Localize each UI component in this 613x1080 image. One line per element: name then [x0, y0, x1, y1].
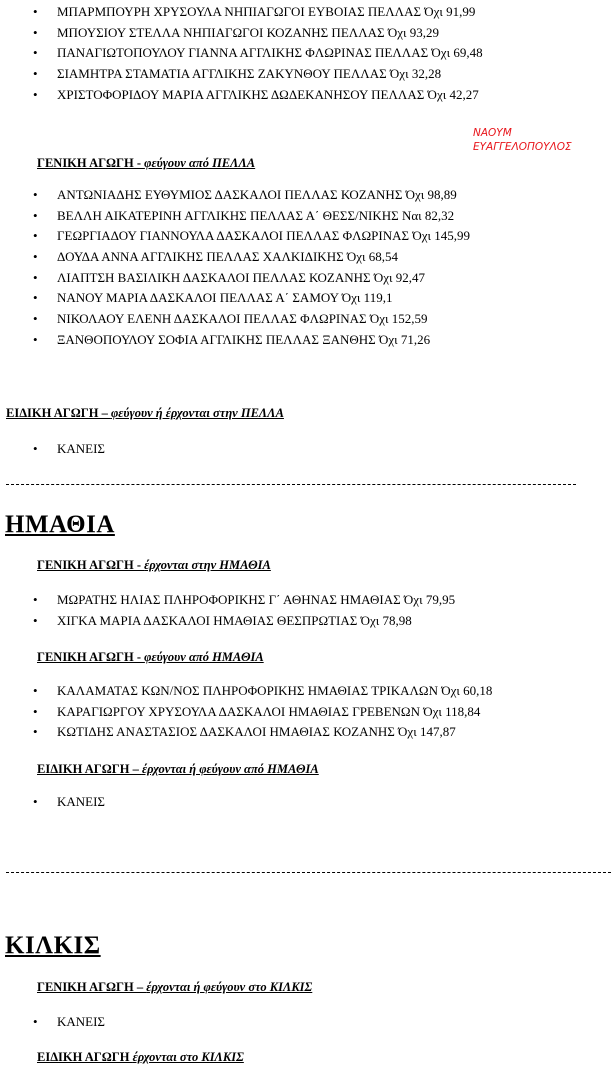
section-heading-imathia-leaving — [37, 650, 264, 665]
author-note-line2: ΕΥΑΓΓΕΛΟΠΟΥΛΟΣ — [473, 141, 572, 153]
heading-main: ΓΕΝΙΚΗ ΑΓΩΓΗ - — [37, 650, 145, 664]
list-item: • ΜΠΟΥΣΙΟΥ ΣΤΕΛΛΑ ΝΗΠΙΑΓΩΓΟΙ ΚΟΖΑΝΗΣ ΠΕΛΛΑΣ Όχι 93,29 — [0, 23, 483, 44]
heading-rest: έρχονται στην ΗΜΑΘΙΑ — [144, 558, 271, 572]
list-item: • ΜΠΑΡΜΠΟΥΡΗ ΧΡΥΣΟΥΛΑ ΝΗΠΙΑΓΩΓΟΙ ΕΥΒΟΙΑΣ ΠΕΛΛΑΣ Όχι 91,99 — [0, 2, 483, 23]
kilkis-general-list — [0, 1012, 105, 1033]
list-item: • ΧΙΓΚΑ ΜΑΡΙΑ ΔΑΣΚΑΛΟΙ ΗΜΑΘΙΑΣ ΘΕΣΠΡΩΤΙΑΣ Όχι 78,98 — [0, 611, 455, 632]
list-item: • ΔΟΥΔΑ ΑΝΝΑ ΑΓΓΛΙΚΗΣ ΠΕΛΛΑΣ ΧΑΛΚΙΔΙΚΗΣ Όχι 68,54 — [0, 247, 470, 268]
heading-rest: φεύγουν από ΗΜΑΘΙΑ — [144, 650, 264, 664]
list-item: • ΧΡΙΣΤΟΦΟΡΙΔΟΥ ΜΑΡΙΑ ΑΓΓΛΙΚΗΣ ΔΩΔΕΚΑΝΗΣΟΥ ΠΕΛΛΑΣ Όχι 42,27 — [0, 85, 483, 106]
list-item: • ΝΙΚΟΛΑΟΥ ΕΛΕΝΗ ΔΑΣΚΑΛΟΙ ΠΕΛΛΑΣ ΦΛΩΡΙΝΑΣ Όχι 152,59 — [0, 309, 470, 330]
section-heading-kilkis-general — [37, 980, 312, 995]
author-note — [473, 126, 572, 154]
list-item: • ΜΩΡΑΤΗΣ ΗΛΙΑΣ ΠΛΗΡΟΦΟΡΙΚΗΣ Γ΄ ΑΘΗΝΑΣ ΗΜΑΘΙΑΣ Όχι 79,95 — [0, 590, 455, 611]
list-item: • ΛΙΑΠΤΣΗ ΒΑΣΙΛΙΚΗ ΔΑΣΚΑΛΟΙ ΠΕΛΛΑΣ ΚΟΖΑΝΗΣ Όχι 92,47 — [0, 268, 470, 289]
list-item: • ΓΕΩΡΓΙΑΔΟΥ ΓΙΑΝΝΟΥΛΑ ΔΑΣΚΑΛΟΙ ΠΕΛΛΑΣ ΦΛΩΡΙΝΑΣ Όχι 145,99 — [0, 226, 470, 247]
heading-main: ΕΙΔΙΚΗ ΑΓΩΓΗ – — [37, 762, 142, 776]
list-item: • ΑΝΤΩΝΙΑΔΗΣ ΕΥΘΥΜΙΟΣ ΔΑΣΚΑΛΟΙ ΠΕΛΛΑΣ ΚΟΖΑΝΗΣ Όχι 98,89 — [0, 185, 470, 206]
imathia-coming-list — [0, 590, 455, 631]
list-item: • ΚΩΤΙΔΗΣ ΑΝΑΣΤΑΣΙΟΣ ΔΑΣΚΑΛΟΙ ΗΜΑΘΙΑΣ ΚΟΖΑΝΗΣ Όχι 147,87 — [0, 722, 492, 743]
list-item: • ΣΙΑΜΗΤΡΑ ΣΤΑΜΑΤΙΑ ΑΓΓΛΙΚΗΣ ΖΑΚΥΝΘΟΥ ΠΕΛΛΑΣ Όχι 32,28 — [0, 64, 483, 85]
pella-incoming-list — [0, 2, 483, 105]
heading-rest: έρχονται ή φεύγουν από ΗΜΑΘΙΑ — [141, 762, 319, 776]
heading-rest: έρχονται ή φεύγουν στο ΚΙΛΚΙΣ — [146, 980, 313, 994]
section-divider — [6, 872, 611, 873]
list-item: • ΠΑΝΑΓΙΩΤΟΠΟΥΛΟΥ ΓΙΑΝΝΑ ΑΓΓΛΙΚΗΣ ΦΛΩΡΙΝΑΣ ΠΕΛΛΑΣ Όχι 69,48 — [0, 43, 483, 64]
region-title-imathia: ΗΜΑΘΙΑ — [5, 511, 115, 538]
heading-main: ΓΕΝΙΚΗ ΑΓΩΓΗ - — [37, 558, 145, 572]
author-note-line1: ΝΑΟΥΜ — [473, 127, 512, 139]
section-divider — [6, 484, 576, 485]
list-item: • ΚΑΛΑΜΑΤΑΣ ΚΩΝ/ΝΟΣ ΠΛΗΡΟΦΟΡΙΚΗΣ ΗΜΑΘΙΑΣ ΤΡΙΚΑΛΩΝ Όχι 60,18 — [0, 681, 492, 702]
list-item: • ΚΑΝΕΙΣ — [0, 1012, 105, 1033]
section-heading-pella-special — [6, 406, 284, 421]
pella-special-list — [0, 439, 105, 460]
heading-main: ΕΙΔΙΚΗ ΑΓΩΓΗ — [37, 1050, 133, 1064]
section-heading-pella-leaving — [37, 156, 255, 171]
heading-main: ΓΕΝΙΚΗ ΑΓΩΓΗ - — [37, 156, 145, 170]
list-item: • ΞΑΝΘΟΠΟΥΛΟΥ ΣΟΦΙΑ ΑΓΓΛΙΚΗΣ ΠΕΛΛΑΣ ΞΑΝΘΗΣ Όχι 71,26 — [0, 330, 470, 351]
heading-main: ΓΕΝΙΚΗ ΑΓΩΓΗ – — [37, 980, 147, 994]
heading-main: ΕΙΔΙΚΗ ΑΓΩΓΗ – — [6, 406, 111, 420]
list-item: • ΝΑΝΟΥ ΜΑΡΙΑ ΔΑΣΚΑΛΟΙ ΠΕΛΛΑΣ Α΄ ΣΑΜΟΥ Όχι 119,1 — [0, 288, 470, 309]
pella-leaving-list — [0, 185, 470, 351]
region-title-kilkis: ΚΙΛΚΙΣ — [5, 932, 101, 959]
list-item: • ΚΑΡΑΓΙΩΡΓΟΥ ΧΡΥΣΟΥΛΑ ΔΑΣΚΑΛΟΙ ΗΜΑΘΙΑΣ ΓΡΕΒΕΝΩΝ Όχι 118,84 — [0, 702, 492, 723]
section-heading-kilkis-special — [37, 1050, 244, 1065]
section-heading-imathia-special — [37, 762, 319, 777]
list-item: • ΚΑΝΕΙΣ — [0, 792, 105, 813]
heading-rest: φεύγουν ή έρχονται στην ΠΕΛΛΑ — [110, 406, 284, 420]
list-item: • ΒΕΛΛΗ ΑΙΚΑΤΕΡΙΝΗ ΑΓΓΛΙΚΗΣ ΠΕΛΛΑΣ Α΄ ΘΕΣΣ/ΝΙΚΗΣ Ναι 82,32 — [0, 206, 470, 227]
list-item: • ΚΑΝΕΙΣ — [0, 439, 105, 460]
section-heading-imathia-coming — [37, 558, 271, 573]
imathia-special-list — [0, 792, 105, 813]
heading-rest: φεύγουν από ΠΕΛΛΑ — [144, 156, 256, 170]
imathia-leaving-list — [0, 681, 492, 743]
heading-rest: έρχονται στο ΚΙΛΚΙΣ — [132, 1050, 244, 1064]
